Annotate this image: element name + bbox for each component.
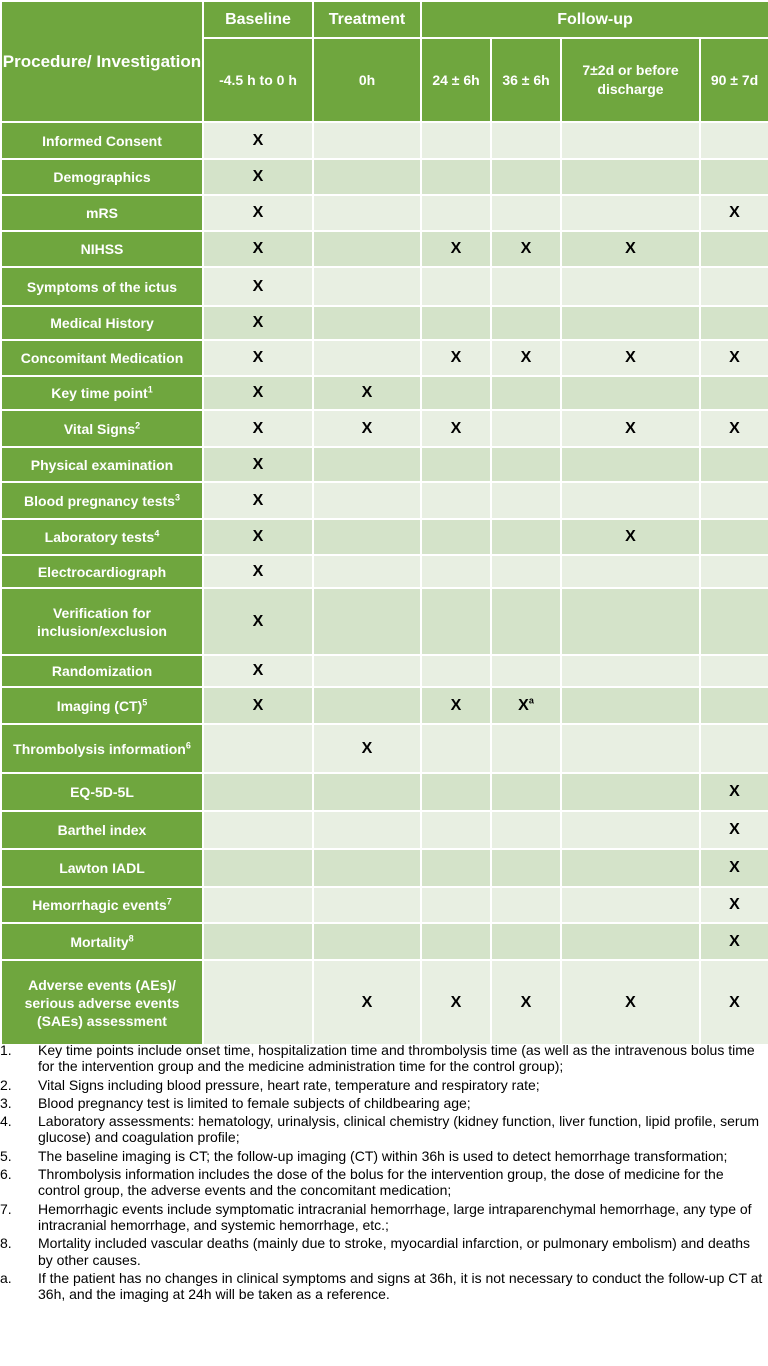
- schedule-cell: [700, 410, 768, 447]
- check-mark: X: [252, 419, 264, 437]
- row-label: [1, 887, 203, 923]
- schedule-cell: [700, 588, 768, 655]
- check-mark: X: [625, 349, 636, 366]
- schedule-cell: [203, 376, 313, 410]
- schedule-cell: [700, 159, 768, 195]
- schedule-cell: [700, 849, 768, 887]
- row-label: [1, 340, 203, 376]
- schedule-cell: [561, 231, 700, 267]
- table-row: [1, 960, 768, 1045]
- schedule-cell: [491, 195, 561, 231]
- row-label-text: EQ-5D-5L: [70, 784, 134, 800]
- footnote-ref: 5: [142, 696, 148, 707]
- schedule-cell: [421, 195, 491, 231]
- schedule-cell: [203, 555, 313, 588]
- schedule-cell: [313, 159, 421, 195]
- check-mark: X: [520, 240, 532, 257]
- table-row: [1, 122, 768, 159]
- schedule-cell: [421, 376, 491, 410]
- schedule-cell: [700, 267, 768, 306]
- row-label-text: Physical examination: [30, 456, 174, 473]
- check-mark: X: [361, 993, 373, 1011]
- footnote-ref: 8: [128, 932, 134, 943]
- schedule-cell: [203, 410, 313, 447]
- check-mark: X: [625, 528, 636, 545]
- schedule-cell: [203, 195, 313, 231]
- group-header-treatment: Treatment: [313, 1, 421, 38]
- schedule-cell: [491, 267, 561, 306]
- schedule-cell: [313, 687, 421, 724]
- schedule-cell: [203, 773, 313, 811]
- footnote: [0, 1148, 766, 1164]
- schedule-cell: [561, 159, 700, 195]
- table-row: [1, 887, 768, 923]
- schedule-cell: [313, 482, 421, 519]
- table-row: [1, 447, 768, 482]
- table-row: [1, 410, 768, 447]
- schedule-cell: [203, 887, 313, 923]
- schedule-cell: [700, 687, 768, 724]
- schedule-cell: [491, 923, 561, 960]
- check-mark: X: [252, 277, 264, 295]
- schedule-cell: [700, 195, 768, 231]
- check-mark: X: [361, 739, 373, 757]
- footnote-marker: 5.: [0, 1147, 12, 1164]
- schedule-cell: [421, 923, 491, 960]
- schedule-cell: [313, 340, 421, 376]
- check-mark: X: [361, 419, 373, 437]
- row-label: [1, 923, 203, 960]
- footnotes: [0, 1042, 766, 1304]
- group-header-follow-up: Follow-up: [421, 1, 768, 38]
- row-label: [1, 849, 203, 887]
- schedule-cell: [561, 687, 700, 724]
- schedule-cell: [491, 555, 561, 588]
- schedule-cell: [421, 410, 491, 447]
- row-label-text: Electrocardiograph: [37, 563, 167, 580]
- group-header-baseline: Baseline: [203, 1, 313, 38]
- subheader-36h: 36 ± 6h: [491, 38, 561, 122]
- row-label-text: Blood pregnancy tests: [24, 492, 175, 509]
- check-mark: X: [450, 993, 462, 1011]
- table-row: [1, 231, 768, 267]
- schedule-cell: [561, 773, 700, 811]
- row-label: [1, 231, 203, 267]
- schedule-cell: [700, 960, 768, 1045]
- table-row: [1, 655, 768, 687]
- schedule-cell: [491, 724, 561, 773]
- row-label-text: Medical History: [50, 315, 154, 331]
- schedule-cell: [561, 655, 700, 687]
- table-row: [1, 376, 768, 410]
- schedule-cell: [203, 306, 313, 340]
- row-label-text: Imaging (CT): [56, 697, 143, 714]
- schedule-cell: [313, 122, 421, 159]
- schedule-cell: [203, 849, 313, 887]
- check-mark: X: [729, 821, 740, 838]
- schedule-cell: [421, 849, 491, 887]
- table-row: [1, 923, 768, 960]
- row-label: [1, 376, 203, 410]
- footnote: [0, 1042, 766, 1075]
- subheader-24h: 24 ± 6h: [421, 38, 491, 122]
- row-label-text: Symptoms of the ictus: [26, 278, 178, 295]
- schedule-cell: [700, 887, 768, 923]
- table-row: [1, 773, 768, 811]
- footnote-text: Laboratory assessments: hematology, urinalysis, clinical chemistry (kidney function, liver function, lipid profile, serum glucose) and coagulation profile;: [38, 1113, 760, 1146]
- footnote-marker: 6.: [0, 1166, 12, 1183]
- schedule-cell: [491, 849, 561, 887]
- check-mark: X: [518, 696, 529, 714]
- row-label: [1, 410, 203, 447]
- footnote: [0, 1077, 766, 1093]
- row-label-text: Vital Signs: [63, 420, 136, 437]
- schedule-cell: [313, 849, 421, 887]
- row-label-text: NIHSS: [80, 241, 124, 257]
- schedule-cell: [313, 267, 421, 306]
- schedule-cell: [491, 306, 561, 340]
- footnote-text: Blood pregnancy test is limited to female subjects of childbearing age;: [38, 1094, 471, 1111]
- row-label: [1, 195, 203, 231]
- footnote-text: Vital Signs including blood pressure, heart rate, temperature and respiratory rate;: [38, 1076, 540, 1093]
- footnote-marker: 1.: [0, 1042, 12, 1058]
- schedule-cell: [203, 267, 313, 306]
- table-row: [1, 159, 768, 195]
- schedule-cell: [313, 306, 421, 340]
- check-mark: X: [252, 528, 264, 545]
- schedule-cell: [700, 724, 768, 773]
- footnote-text: The baseline imaging is CT; the follow-up imaging (CT) within 36h is used to detect hemorrhage transformation;: [38, 1147, 728, 1164]
- footnote: [0, 1095, 766, 1111]
- check-mark: X: [252, 491, 264, 509]
- schedule-cell: [421, 482, 491, 519]
- schedule-cell: [700, 773, 768, 811]
- schedule-cell: [421, 122, 491, 159]
- schedule-cell: [421, 773, 491, 811]
- schedule-cell: [313, 519, 421, 555]
- check-mark: X: [450, 696, 462, 714]
- schedule-cell: [561, 376, 700, 410]
- schedule-cell: [313, 923, 421, 960]
- schedule-cell: [421, 519, 491, 555]
- row-label: [1, 960, 203, 1045]
- subheader-baseline-window: -4.5 h to 0 h: [203, 38, 313, 122]
- schedule-cell: [700, 340, 768, 376]
- check-mark: X: [252, 612, 264, 630]
- subheader-90d: 90 ± 7d: [700, 38, 768, 122]
- check-mark: X: [252, 384, 264, 401]
- row-label: [1, 482, 203, 519]
- row-label: [1, 159, 203, 195]
- footnote-marker: 3.: [0, 1094, 12, 1111]
- schedule-cell: [561, 960, 700, 1045]
- check-mark: X: [625, 240, 636, 257]
- check-mark: X: [520, 993, 532, 1011]
- schedule-cell: [203, 519, 313, 555]
- schedule-body: [1, 122, 768, 1045]
- footnote-ref: 7: [166, 896, 172, 907]
- check-mark: X: [252, 204, 264, 221]
- table-row: [1, 724, 768, 773]
- schedule-cell: [491, 773, 561, 811]
- table-row: [1, 340, 768, 376]
- table-row: [1, 306, 768, 340]
- schedule-cell: [313, 724, 421, 773]
- schedule-cell: [313, 231, 421, 267]
- schedule-cell: [561, 588, 700, 655]
- schedule-cell: [561, 811, 700, 849]
- schedule-cell: [491, 340, 561, 376]
- schedule-cell: [421, 655, 491, 687]
- check-mark: X: [729, 349, 740, 366]
- row-label-text: Laboratory tests: [44, 529, 155, 545]
- schedule-cell: [561, 923, 700, 960]
- schedule-cell: [421, 555, 491, 588]
- row-label-text: Adverse events (AEs)/ serious adverse events (SAEs) assessment: [24, 976, 180, 1029]
- row-label-text: Concomitant Medication: [20, 350, 184, 366]
- schedule-cell: [491, 687, 561, 724]
- table-row: [1, 811, 768, 849]
- schedule-cell: [203, 655, 313, 687]
- schedule-cell: [203, 447, 313, 482]
- check-mark: X: [252, 662, 264, 679]
- subheader-treatment-time: 0h: [313, 38, 421, 122]
- schedule-cell: [561, 519, 700, 555]
- schedule-cell: [700, 555, 768, 588]
- table-row: [1, 195, 768, 231]
- schedule-cell: [491, 482, 561, 519]
- schedule-cell: [203, 960, 313, 1045]
- table-row: [1, 267, 768, 306]
- footnote-marker: 7.: [0, 1200, 12, 1217]
- footnote-ref: 2: [135, 419, 141, 430]
- schedule-cell: [491, 231, 561, 267]
- schedule-cell: [700, 482, 768, 519]
- check-mark: X: [729, 859, 740, 876]
- check-mark: X: [252, 314, 264, 331]
- schedule-cell: [561, 122, 700, 159]
- schedule-cell: [491, 655, 561, 687]
- check-mark: X: [252, 240, 264, 257]
- row-label: [1, 519, 203, 555]
- schedule-cell: [421, 887, 491, 923]
- row-label: [1, 811, 203, 849]
- schedule-cell: [203, 231, 313, 267]
- schedule-cell: [491, 410, 561, 447]
- schedule-cell: [700, 923, 768, 960]
- row-label: [1, 447, 203, 482]
- check-mark: X: [729, 783, 740, 800]
- check-mark: X: [450, 240, 462, 257]
- check-mark: X: [252, 696, 264, 714]
- footnote-marker: 8.: [0, 1235, 12, 1252]
- row-label-text: Informed Consent: [42, 132, 162, 149]
- footnote-text: Thrombolysis information includes the dose of the bolus for the intervention group, the dose of medicine for the control group, the adverse events and the concomitant medication;: [38, 1166, 724, 1199]
- check-mark: X: [625, 993, 636, 1011]
- schedule-cell: [313, 887, 421, 923]
- row-label: [1, 687, 203, 724]
- schedule-cell: [700, 376, 768, 410]
- row-label-text: mRS: [86, 205, 118, 221]
- check-mark: X: [450, 419, 462, 437]
- schedule-cell: [203, 122, 313, 159]
- check-mark: X: [252, 131, 264, 149]
- row-label-text: Demographics: [53, 169, 151, 185]
- schedule-cell: [491, 159, 561, 195]
- schedule-cell: [561, 447, 700, 482]
- schedule-cell: [491, 447, 561, 482]
- table-row: [1, 482, 768, 519]
- schedule-cell: [313, 655, 421, 687]
- footnote: [0, 1235, 766, 1268]
- schedule-cell: [421, 340, 491, 376]
- row-label-text: Thrombolysis information: [13, 740, 186, 757]
- schedule-cell: [561, 195, 700, 231]
- check-mark: X: [361, 384, 373, 401]
- schedule-cell: [313, 588, 421, 655]
- check-mark: X: [252, 168, 264, 185]
- schedule-cell: [700, 231, 768, 267]
- check-mark: X: [450, 349, 462, 366]
- row-label-text: Barthel index: [57, 822, 147, 838]
- schedule-cell: [313, 811, 421, 849]
- schedule-cell: [491, 960, 561, 1045]
- schedule-cell: [421, 960, 491, 1045]
- footnote-marker: a.: [0, 1269, 12, 1286]
- footnote: [0, 1113, 766, 1146]
- schedule-cell: [700, 811, 768, 849]
- row-label-text: Mortality: [70, 933, 129, 950]
- check-mark: X: [729, 993, 740, 1011]
- check-mark: X: [729, 419, 740, 437]
- schedule-cell: [313, 773, 421, 811]
- row-label: [1, 773, 203, 811]
- table-row: [1, 588, 768, 655]
- footnote: [0, 1270, 766, 1303]
- row-label-text: Verification for inclusion/exclusion: [37, 604, 167, 639]
- check-mark: X: [729, 204, 740, 221]
- footnote-text: Mortality included vascular deaths (mainly due to stroke, myocardial infarction, or pulmonary embolism) and deaths by other causes.: [38, 1235, 750, 1268]
- table-row: [1, 849, 768, 887]
- row-label-text: Lawton IADL: [59, 860, 145, 876]
- schedule-cell: [700, 122, 768, 159]
- footnote: [0, 1201, 766, 1234]
- schedule-cell: [561, 724, 700, 773]
- schedule-cell: [561, 306, 700, 340]
- footnote-ref: a: [528, 695, 534, 706]
- row-label: [1, 588, 203, 655]
- footnote-marker: 2.: [0, 1076, 12, 1093]
- footnote-ref: 4: [154, 528, 160, 539]
- footnote-text: If the patient has no changes in clinical symptoms and signs at 36h, it is not necessary to conduct the follow-up CT at 36h, and the imaging at 24h will be taken as a reference.: [38, 1269, 763, 1303]
- row-label-text: Randomization: [51, 663, 153, 679]
- schedule-cell: [421, 159, 491, 195]
- check-mark: X: [625, 419, 636, 437]
- schedule-cell: [203, 159, 313, 195]
- schedule-cell: [491, 887, 561, 923]
- schedule-cell: [313, 960, 421, 1045]
- schedule-cell: [313, 410, 421, 447]
- schedule-cell: [491, 122, 561, 159]
- schedule-cell: [491, 519, 561, 555]
- schedule-cell: [203, 687, 313, 724]
- schedule-cell: [491, 588, 561, 655]
- schedule-cell: [421, 811, 491, 849]
- subheader-7d: 7±2d or before discharge: [561, 38, 700, 122]
- schedule-cell: [421, 231, 491, 267]
- schedule-cell: [203, 724, 313, 773]
- schedule-cell: [203, 588, 313, 655]
- row-label-text: Hemorrhagic events: [32, 897, 167, 913]
- check-mark: X: [729, 896, 740, 913]
- schedule-cell: [203, 482, 313, 519]
- check-mark: X: [252, 562, 264, 580]
- footnote-ref: 1: [147, 384, 153, 395]
- footnote-text: Key time points include onset time, hospitalization time and thrombolysis time (as well as the intravenous bolus time for the intervention group and the medicine administration time for the control group);: [38, 1042, 755, 1075]
- table-row: [1, 519, 768, 555]
- procedure-header: Procedure/ Investigation: [1, 1, 203, 122]
- schedule-cell: [421, 687, 491, 724]
- schedule-cell: [561, 340, 700, 376]
- schedule-cell: [421, 588, 491, 655]
- row-label: [1, 306, 203, 340]
- row-label: [1, 555, 203, 588]
- row-label: [1, 122, 203, 159]
- schedule-cell: [491, 376, 561, 410]
- schedule-cell: [491, 811, 561, 849]
- check-mark: X: [520, 349, 532, 366]
- schedule-cell: [561, 410, 700, 447]
- schedule-cell: [313, 376, 421, 410]
- table-row: [1, 687, 768, 724]
- footnote-ref: 3: [174, 491, 180, 502]
- schedule-cell: [561, 555, 700, 588]
- schedule-cell: [203, 811, 313, 849]
- schedule-cell: [700, 447, 768, 482]
- check-mark: X: [729, 932, 740, 950]
- schedule-cell: [561, 267, 700, 306]
- row-label: [1, 724, 203, 773]
- schedule-cell: [561, 849, 700, 887]
- schedule-cell: [700, 519, 768, 555]
- schedule-cell: [561, 482, 700, 519]
- row-label: [1, 655, 203, 687]
- footnote: [0, 1166, 766, 1199]
- schedule-cell: [561, 887, 700, 923]
- schedule-cell: [700, 306, 768, 340]
- schedule-cell: [313, 555, 421, 588]
- table-row: [1, 555, 768, 588]
- schedule-cell: [700, 655, 768, 687]
- schedule-cell: [421, 306, 491, 340]
- check-mark: X: [252, 349, 264, 366]
- footnote-marker: 4.: [0, 1113, 12, 1130]
- schedule-cell: [313, 447, 421, 482]
- schedule-cell: [203, 923, 313, 960]
- schedule-cell: [203, 340, 313, 376]
- schedule-cell: [421, 447, 491, 482]
- schedule-cell: [421, 724, 491, 773]
- row-label: [1, 267, 203, 306]
- schedule-cell: [313, 195, 421, 231]
- footnote-text: Hemorrhagic events include symptomatic intracranial hemorrhage, large intraparenchymal hemorrhage, any type of intracranial hemorrhage, and systemic hemorrhage, etc.;: [38, 1200, 752, 1233]
- footnote-ref: 6: [185, 739, 191, 750]
- row-label-text: Key time point: [51, 385, 148, 401]
- schedule-cell: [421, 267, 491, 306]
- check-mark: X: [252, 455, 264, 473]
